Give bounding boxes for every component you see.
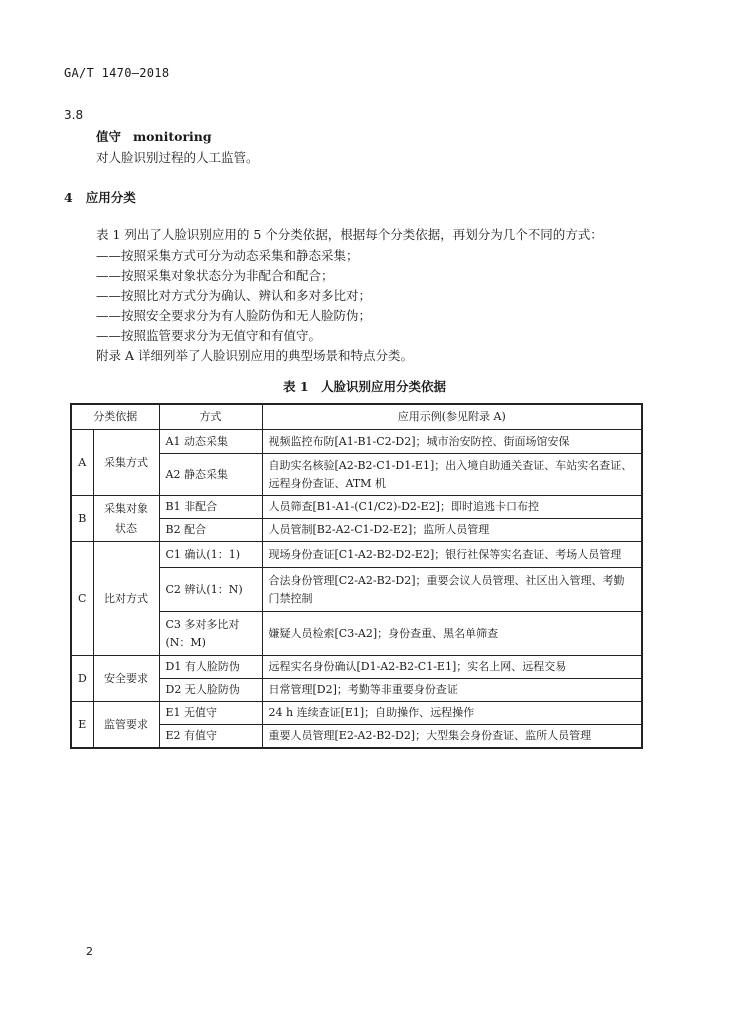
mode-cell: B2 配合 (159, 519, 262, 542)
list-item: ——按照采集方式可分为动态采集和静态采集； (96, 248, 359, 263)
mode-cell: C3 多对多比对(N：M) (159, 612, 262, 656)
table-row (71, 542, 642, 568)
term-definition: 对人脸识别过程的人工监管。 (96, 150, 259, 165)
header-example: 应用示例(参见附录 A) (262, 404, 642, 430)
group-name: 采集对象状态 (93, 496, 159, 542)
mode-cell: E1 无值守 (159, 702, 262, 725)
example-cell: 24 h 连续查证[E1]；自助操作、远程操作 (262, 702, 642, 725)
section-4-intro: 表 1 列出了人脸识别应用的 5 个分类依据，根据每个分类依据，再划分为几个不同的方式： (96, 227, 603, 242)
mode-cell: B1 非配合 (159, 496, 262, 519)
list-item: ——按照采集对象状态分为非配合和配合； (96, 268, 334, 283)
mode-cell: A2 静态采集 (159, 454, 262, 496)
example-cell: 人员管制[B2-A2-C1-D2-E2]；监所人员管理 (262, 519, 642, 542)
section-4-title: 应用分类 (85, 190, 136, 205)
table-header-row (71, 404, 642, 430)
group-name: 采集方式 (93, 430, 159, 496)
example-cell: 日常管理[D2]；考勤等非重要身份查证 (262, 679, 642, 702)
example-cell: 合法身份管理[C2-A2-B2-D2]；重要会议人员管理、社区出入管理、考勤门禁控制 (262, 568, 642, 612)
group-name: 监管要求 (93, 702, 159, 749)
example-cell: 远程实名身份确认[D1-A2-B2-C1-E1]；实名上网、远程交易 (262, 656, 642, 679)
section-4-heading (64, 188, 136, 206)
classification-table (70, 403, 643, 749)
page-number: 2 (86, 945, 93, 958)
list-item: ——按照安全要求分为有人脸防伪和无人脸防伪； (96, 308, 372, 323)
mode-cell: A1 动态采集 (159, 430, 262, 454)
document-header: GA/T 1470—2018 (64, 66, 170, 80)
group-code: A (71, 430, 93, 496)
term-entry (96, 127, 212, 145)
mode-cell: D2 无人脸防伪 (159, 679, 262, 702)
table-row (71, 702, 642, 725)
mode-cell: E2 有值守 (159, 725, 262, 749)
example-cell: 现场身份查证[C1-A2-B2-D2-E2]；银行社保等实名查证、考场人员管理 (262, 542, 642, 568)
term-zh: 值守 (96, 129, 122, 144)
table-row (71, 430, 642, 454)
group-code: E (71, 702, 93, 749)
example-cell: 自助实名核验[A2-B2-C1-D1-E1]；出入境自助通关查证、车站实名查证、远程身份查证、ATM 机 (262, 454, 642, 496)
example-cell: 人员筛查[B1-A1-(C1/C2)-D2-E2]；即时追逃卡口布控 (262, 496, 642, 519)
mode-cell: C2 辨认(1：N) (159, 568, 262, 612)
list-item: ——按照比对方式分为确认、辨认和多对多比对； (96, 288, 372, 303)
appendix-note: 附录 A 详细列举了人脸识别应用的典型场景和特点分类。 (96, 348, 413, 363)
group-code: D (71, 656, 93, 702)
group-code: B (71, 496, 93, 542)
table-row (71, 656, 642, 679)
mode-cell: D1 有人脸防伪 (159, 656, 262, 679)
header-basis: 分类依据 (71, 404, 159, 430)
group-name: 安全要求 (93, 656, 159, 702)
example-cell: 视频监控布防[A1-B1-C2-D2]；城市治安防控、街面场馆安保 (262, 430, 642, 454)
term-en: monitoring (132, 129, 212, 144)
section-number-3-8: 3.8 (64, 108, 84, 122)
table-row (71, 496, 642, 519)
example-cell: 重要人员管理[E2-A2-B2-D2]；大型集会身份查证、监所人员管理 (262, 725, 642, 749)
example-cell: 嫌疑人员检索[C3-A2]；身份查重、黑名单筛查 (262, 612, 642, 656)
group-name: 比对方式 (93, 542, 159, 656)
section-number-4: 4 (64, 190, 73, 205)
group-code: C (71, 542, 93, 656)
list-item: ——按照监管要求分为无值守和有值守。 (96, 328, 322, 343)
mode-cell: C1 确认(1：1) (159, 542, 262, 568)
table-title: 表 1 人脸识别应用分类依据 (282, 379, 447, 394)
header-mode: 方式 (159, 404, 262, 430)
